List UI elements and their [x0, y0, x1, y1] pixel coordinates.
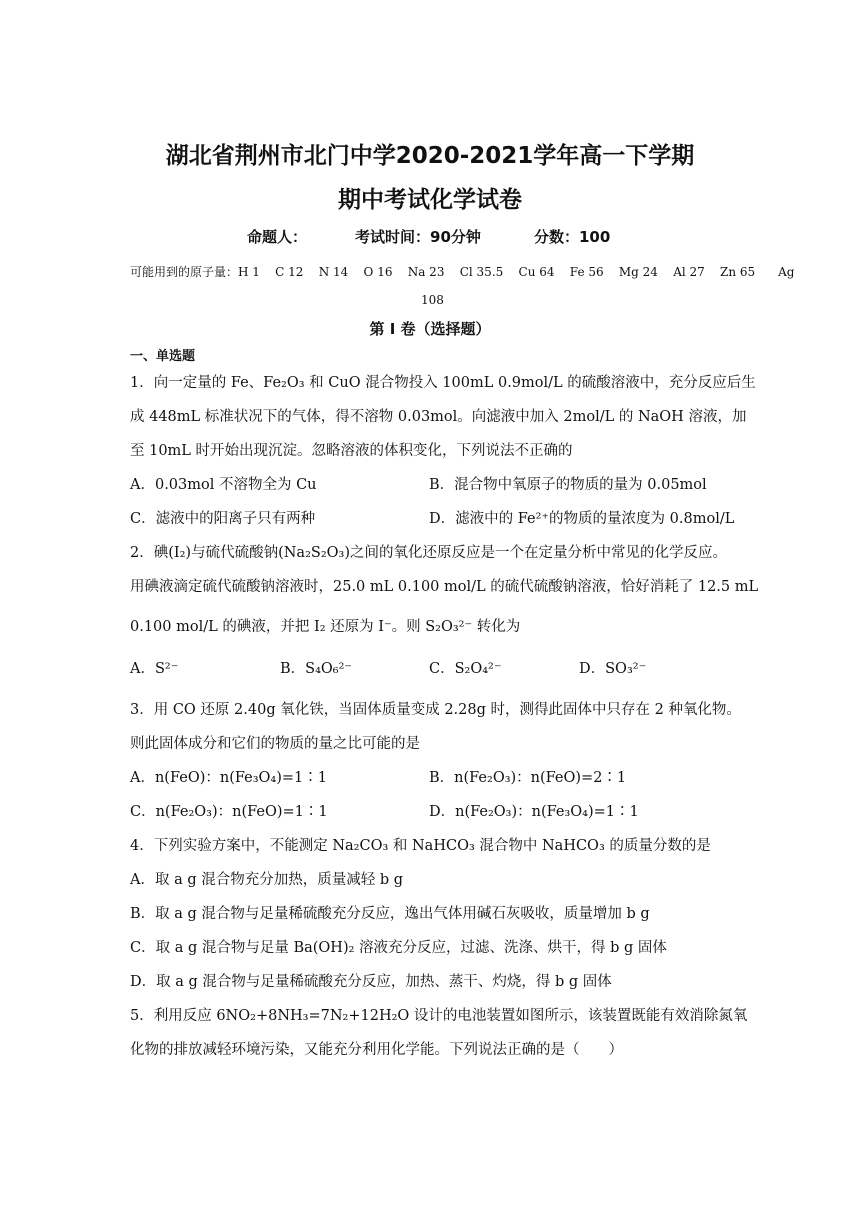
q4-option-d: D．取 a g 混合物与足量稀硫酸充分反应，加热、蒸干、灼烧，得 b g 固体 [130, 974, 612, 990]
atomic-masses-line2: 108 [421, 293, 444, 307]
q2-line2: 用碘液滴定硫代硫酸钠溶液时，25.0 mL 0.100 mol/L 的硫代硫酸钠溶液，恰好消耗了 12.5 mL [130, 579, 759, 595]
q5-line1: 5．利用反应 6NO₂+8NH₃=7N₂+12H₂O 设计的电池装置如图所示，该装置既能有效消除氮氧 [130, 1008, 748, 1024]
author-label: 命题人： [247, 228, 308, 246]
exam-time: 考试时间：90分钟 [355, 228, 481, 246]
exam-score: 分数：100 [534, 228, 611, 246]
q2-option-c: C．S₂O₄²⁻ [429, 661, 502, 677]
q5-line2: 化物的排放减轻环境污染，又能充分利用化学能。下列说法正确的是（ ） [130, 1042, 623, 1058]
q3-option-b: B．n(Fe₂O₃)：n(FeO)=2∶1 [429, 770, 627, 786]
q1-line1: 1．向一定量的 Fe、Fe₂O₃ 和 CuO 混合物投入 100mL 0.9mol/L 的硫酸溶液中，充分反应后生 [130, 375, 756, 391]
q1-option-c: C．滤液中的阳离子只有两种 [130, 511, 316, 527]
q2-line1: 2．碘(I₂)与硫代硫酸钠(Na₂S₂O₃)之间的氧化还原反应是一个在定量分析中常见的化学反应。 [130, 545, 727, 561]
q3-option-c: C．n(Fe₂O₃)：n(FeO)=1∶1 [130, 804, 328, 820]
q1-line2: 成 448mL 标准状况下的气体，得不溶物 0.03mol。向滤液中加入 2mol/L 的 NaOH 溶液，加 [130, 409, 747, 425]
q3-line2: 则此固体成分和它们的物质的量之比可能的是 [130, 736, 420, 752]
q4-option-c: C．取 a g 混合物与足量 Ba(OH)₂ 溶液充分反应，过滤、洗涤、烘干，得 b g 固体 [130, 940, 667, 956]
q2-option-a: A．S²⁻ [130, 661, 179, 677]
q4-option-a: A．取 a g 混合物充分加热，质量减轻 b g [130, 872, 404, 888]
exam-title-line1: 湖北省荆州市北门中学2020-2021学年高一下学期 [165, 143, 695, 169]
q1-option-b: B．混合物中氧原子的物质的量为 0.05mol [429, 477, 707, 493]
q1-option-a: A．0.03mol 不溶物全为 Cu [130, 477, 317, 493]
q3-option-a: A．n(FeO)：n(Fe₃O₄)=1∶1 [130, 770, 327, 786]
q1-option-d: D．滤液中的 Fe²⁺的物质的量浓度为 0.8mol/L [429, 511, 735, 527]
q3-option-d: D．n(Fe₂O₃)：n(Fe₃O₄)=1∶1 [429, 804, 639, 820]
q4-line1: 4．下列实验方案中，不能测定 Na₂CO₃ 和 NaHCO₃ 混合物中 NaHCO₃ 的质量分数的是 [130, 838, 711, 854]
q4-option-b: B．取 a g 混合物与足量稀硫酸充分反应，逸出气体用碱石灰吸收，质量增加 b g [130, 906, 650, 922]
q2-line3: 0.100 mol/L 的碘液，并把 I₂ 还原为 I⁻。则 S₂O₃²⁻ 转化为 [130, 619, 521, 635]
q2-option-d: D．SO₃²⁻ [579, 661, 647, 677]
q1-line3: 至 10mL 时开始出现沉淀。忽略溶液的体积变化，下列说法不正确的 [130, 443, 573, 459]
part1-title: 第 I 卷（选择题） [369, 320, 491, 338]
atomic-masses-line1: 可能用到的原子量：H 1 C 12 N 14 O 16 Na 23 Cl 35.5 Cu 64 Fe 56 Mg 24 Al 27 Zn 65 Ag [130, 265, 795, 279]
exam-title-line2: 期中考试化学试卷 [338, 187, 522, 213]
section-single-choice: 一、单选题 [130, 349, 196, 364]
q2-option-b: B．S₄O₆²⁻ [280, 661, 353, 677]
q3-line1: 3．用 CO 还原 2.40g 氧化铁，当固体质量变成 2.28g 时，测得此固体中只存在 2 种氧化物。 [130, 702, 741, 718]
